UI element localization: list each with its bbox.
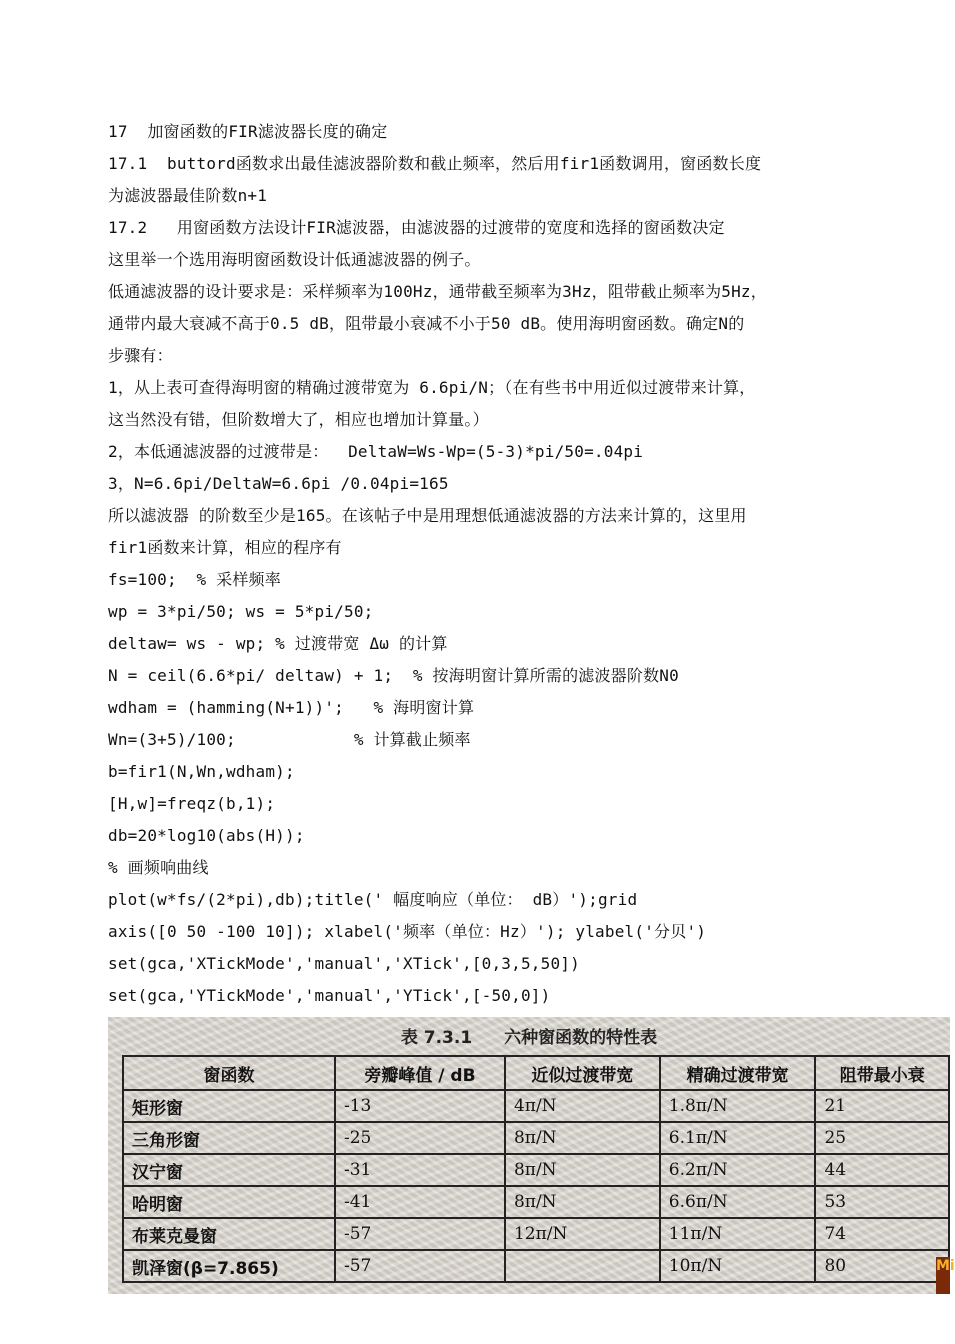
table-cell: 8π/N [505,1122,660,1154]
table-row [123,1154,949,1186]
text-line: axis([0 50 -100 10]); xlabel('频率（单位：Hz）'); ylabel('分贝') [108,922,707,941]
table-row [123,1090,949,1122]
table-cell: 12π/N [505,1218,660,1250]
table-row [123,1218,949,1250]
table-cell: 6.6π/N [660,1186,816,1218]
window-name-cell: 哈明窗 [123,1186,335,1218]
table-figure [108,1017,955,1294]
table-cell: 80 [815,1250,949,1282]
text-line: 通带内最大衰减不高于0.5 dB，阻带最小衰减不小于50 dB。使用海明窗函数。确定N的 [108,314,745,333]
table-cell: 8π/N [505,1186,660,1218]
window-name-cell: 汉宁窗 [123,1154,335,1186]
table-caption [108,1023,950,1048]
text-line: 这里举一个选用海明窗函数设计低通滤波器的例子。 [108,250,481,269]
table-cell: -41 [335,1186,505,1218]
table-cell: -57 [335,1250,505,1282]
table-row [123,1250,949,1282]
text-line: deltaw= ws - wp; % 过渡带宽 Δω 的计算 [108,634,448,653]
table-cell: 11π/N [660,1218,816,1250]
table-cell: -57 [335,1218,505,1250]
table-header-cell: 精确过渡带宽 [660,1056,816,1090]
text-line: 17.2 用窗函数方法设计FIR滤波器，由滤波器的过渡带的宽度和选择的窗函数决定 [108,218,725,237]
text-line: 所以滤波器 的阶数至少是165。在该帖子中是用理想低通滤波器的方法来计算的，这里用 [108,506,747,525]
table-cell: 6.1π/N [660,1122,816,1154]
text-line: wdham = (hamming(N+1))'; % 海明窗计算 [108,698,475,717]
text-line: db=20*log10(abs(H)); [108,826,305,845]
text-line: set(gca,'XTickMode','manual','XTick',[0,3,5,50]) [108,954,580,973]
table-header-cell: 旁瓣峰值 / dB [335,1056,505,1090]
window-function-table [122,1055,950,1283]
table-header-cell: 近似过渡带宽 [505,1056,660,1090]
table-row [123,1186,949,1218]
text-line: plot(w*fs/(2*pi),db);title(' 幅度响应（单位： dB）');grid [108,890,638,909]
table-header-cell: 阻带最小衰 [815,1056,949,1090]
table-cell: 25 [815,1122,949,1154]
table-cell: 10π/N [660,1250,816,1282]
text-line: b=fir1(N,Wn,wdham); [108,762,295,781]
text-line: [H,w]=freqz(b,1); [108,794,276,813]
window-name-cell: 矩形窗 [123,1090,335,1122]
table-row [123,1122,949,1154]
window-name-cell: 凯泽窗(β=7.865) [123,1250,335,1282]
text-line: 1，从上表可查得海明窗的精确过渡带宽为 6.6pi/N；（在有些书中用近似过渡带来计算， [108,378,756,397]
table-header-cell: 窗函数 [123,1056,335,1090]
table-cell: 6.2π/N [660,1154,816,1186]
text-line: fs=100; % 采样频率 [108,570,281,589]
text-line: 步骤有： [108,346,173,365]
table-cell: 8π/N [505,1154,660,1186]
table-cell: 44 [815,1154,949,1186]
table-cell: -25 [335,1122,505,1154]
window-name-cell: 布莱克曼窗 [123,1218,335,1250]
text-line: 3，N=6.6pi/DeltaW=6.6pi /0.04pi=165 [108,474,449,493]
table-cell: 1.8π/N [660,1090,816,1122]
text-line: % 画频响曲线 [108,858,209,877]
table-cell: -13 [335,1090,505,1122]
table-caption-number: 表 7.3.1 [400,1028,473,1048]
text-line: 为滤波器最佳阶数n+1 [108,186,268,205]
text-line: 2，本低通滤波器的过渡带是： DeltaW=Ws-Wp=(5-3)*pi/50=.04pi [108,442,644,461]
text-line: 低通滤波器的设计要求是：采样频率为100Hz，通带截至频率为3Hz，阻带截止频率为5Hz， [108,282,767,301]
text-line: wp = 3*pi/50; ws = 5*pi/50; [108,602,374,621]
text-line: 这当然没有错，但阶数增大了，相应也增加计算量。） [108,410,489,429]
text-line: 17.1 buttord函数求出最佳滤波器阶数和截止频率，然后用fir1函数调用，窗函数长度 [108,154,762,173]
text-line: 17 加窗函数的FIR滤波器长度的确定 [108,122,388,141]
corner-logo: Mi [936,1257,950,1294]
text-line: fir1函数来计算，相应的程序有 [108,538,342,557]
table-cell: 53 [815,1186,949,1218]
table-cell: 21 [815,1090,949,1122]
table-caption-title: 六种窗函数的特性表 [504,1028,658,1048]
text-line: N = ceil(6.6*pi/ deltaw) + 1; % 按海明窗计算所需的滤波器阶数N0 [108,666,679,685]
table-cell: -31 [335,1154,505,1186]
table-cell [505,1250,660,1282]
text-line: Wn=(3+5)/100; % 计算截止频率 [108,730,471,749]
table-cell: 74 [815,1218,949,1250]
table-cell: 4π/N [505,1090,660,1122]
body-text [108,116,868,1012]
window-name-cell: 三角形窗 [123,1122,335,1154]
table-header-row [123,1056,949,1090]
text-line: set(gca,'YTickMode','manual','YTick',[-50,0]) [108,986,551,1005]
